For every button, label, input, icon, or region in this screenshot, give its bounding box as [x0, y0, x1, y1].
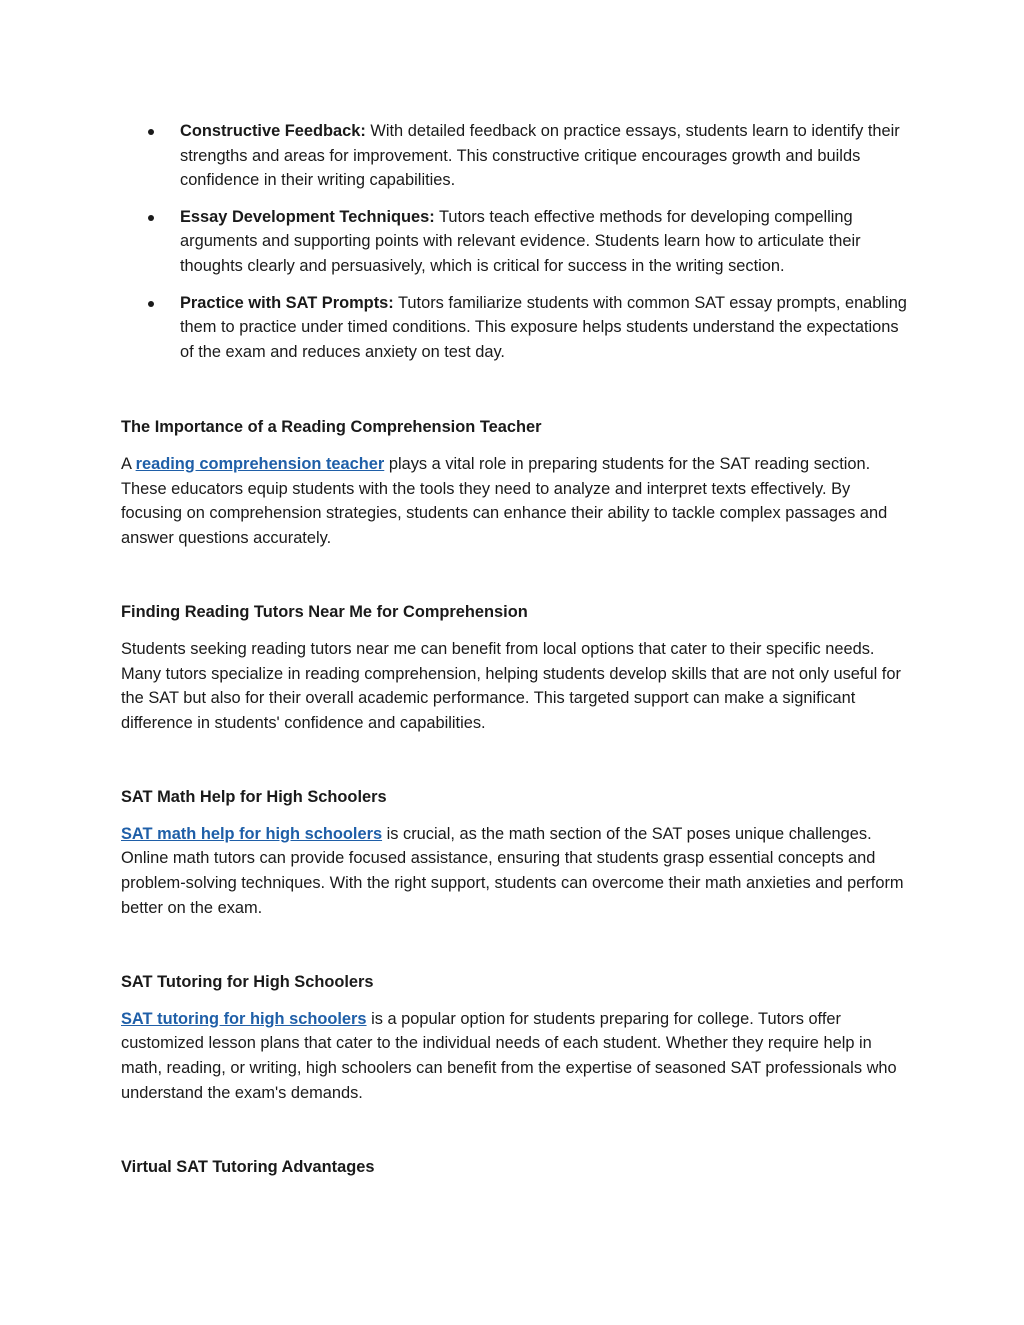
section-paragraph: Students seeking reading tutors near me can benefit from local options that cater to their specific needs. Many tutors specialize in reading comprehension, helping students develop skills that are not only useful for the SAT but also for their overall academic performance. This targeted support can make a significant difference in students' confidence and capabilities.	[121, 639, 901, 732]
list-item	[121, 291, 911, 365]
bullet-title: Essay Development Techniques:	[180, 207, 435, 226]
bullet-text: Tutors teach effective methods for developing compelling arguments and supporting points with relevant evidence. Students learn how to articulate their thoughts clearly and persuasively, which is critical for success in the writing section.	[180, 207, 861, 275]
section-heading: Virtual SAT Tutoring Advantages	[121, 1158, 375, 1177]
bullet-title: Constructive Feedback:	[180, 122, 366, 140]
list-item	[121, 119, 911, 193]
section-heading: SAT Math Help for High Schoolers	[121, 788, 387, 807]
section-heading: Finding Reading Tutors Near Me for Comprehension	[121, 603, 528, 622]
bullet-icon	[148, 215, 154, 221]
reading-comprehension-teacher-link[interactable]: reading comprehension teacher	[135, 454, 385, 473]
paragraph-text: is a popular option for students preparing for college. Tutors offer customized lesson plans that cater to the individual needs of each student. Whether they require help in math, reading, or writing, high schoolers can benefit from the expertise of seasoned SAT professionals who understand the exam's demands.	[121, 1009, 897, 1102]
sat-math-help-link[interactable]: SAT math help for high schoolers	[121, 824, 383, 843]
sat-tutoring-link[interactable]: SAT tutoring for high schoolers	[121, 1009, 367, 1028]
document-content	[121, 119, 911, 1180]
section-tutoring	[121, 970, 911, 1105]
section-heading: The Importance of a Reading Comprehension Teacher	[121, 418, 542, 437]
section-paragraph	[121, 452, 911, 550]
list-item	[121, 205, 911, 279]
bullet-icon	[148, 301, 154, 307]
bullet-list	[121, 119, 911, 364]
section-math-help	[121, 785, 911, 920]
paragraph-lead: A	[121, 454, 132, 473]
bullet-text: With detailed feedback on practice essays, students learn to identify their strengths and areas for improvement. This constructive critique encourages growth and builds confidence in their writing capabilities.	[180, 122, 900, 190]
section-paragraph	[121, 822, 911, 920]
section-reading-tutors	[121, 600, 911, 735]
bullet-title: Practice with SAT Prompts:	[180, 293, 394, 312]
section-paragraph	[121, 1007, 911, 1105]
section-reading-teacher	[121, 415, 911, 550]
bullet-icon	[148, 129, 154, 135]
paragraph-text: is crucial, as the math section of the SAT poses unique challenges. Online math tutors can provide focused assistance, ensuring that students grasp essential concepts and problem-solving techniques. With the right support, students can overcome their math anxieties and perform better on the exam.	[121, 824, 904, 917]
bullet-text: Tutors familiarize students with common SAT essay prompts, enabling them to practice under timed conditions. This exposure helps students understand the expectations of the exam and reduces anxiety on test day.	[180, 293, 907, 361]
paragraph-text: plays a vital role in preparing students for the SAT reading section. These educators equip students with the tools they need to analyze and interpret texts effectively. By focusing on comprehension strategies, students can enhance their ability to tackle complex passages and answer questions accurately.	[121, 454, 888, 547]
section-virtual	[121, 1155, 911, 1180]
section-heading: SAT Tutoring for High Schoolers	[121, 973, 374, 992]
